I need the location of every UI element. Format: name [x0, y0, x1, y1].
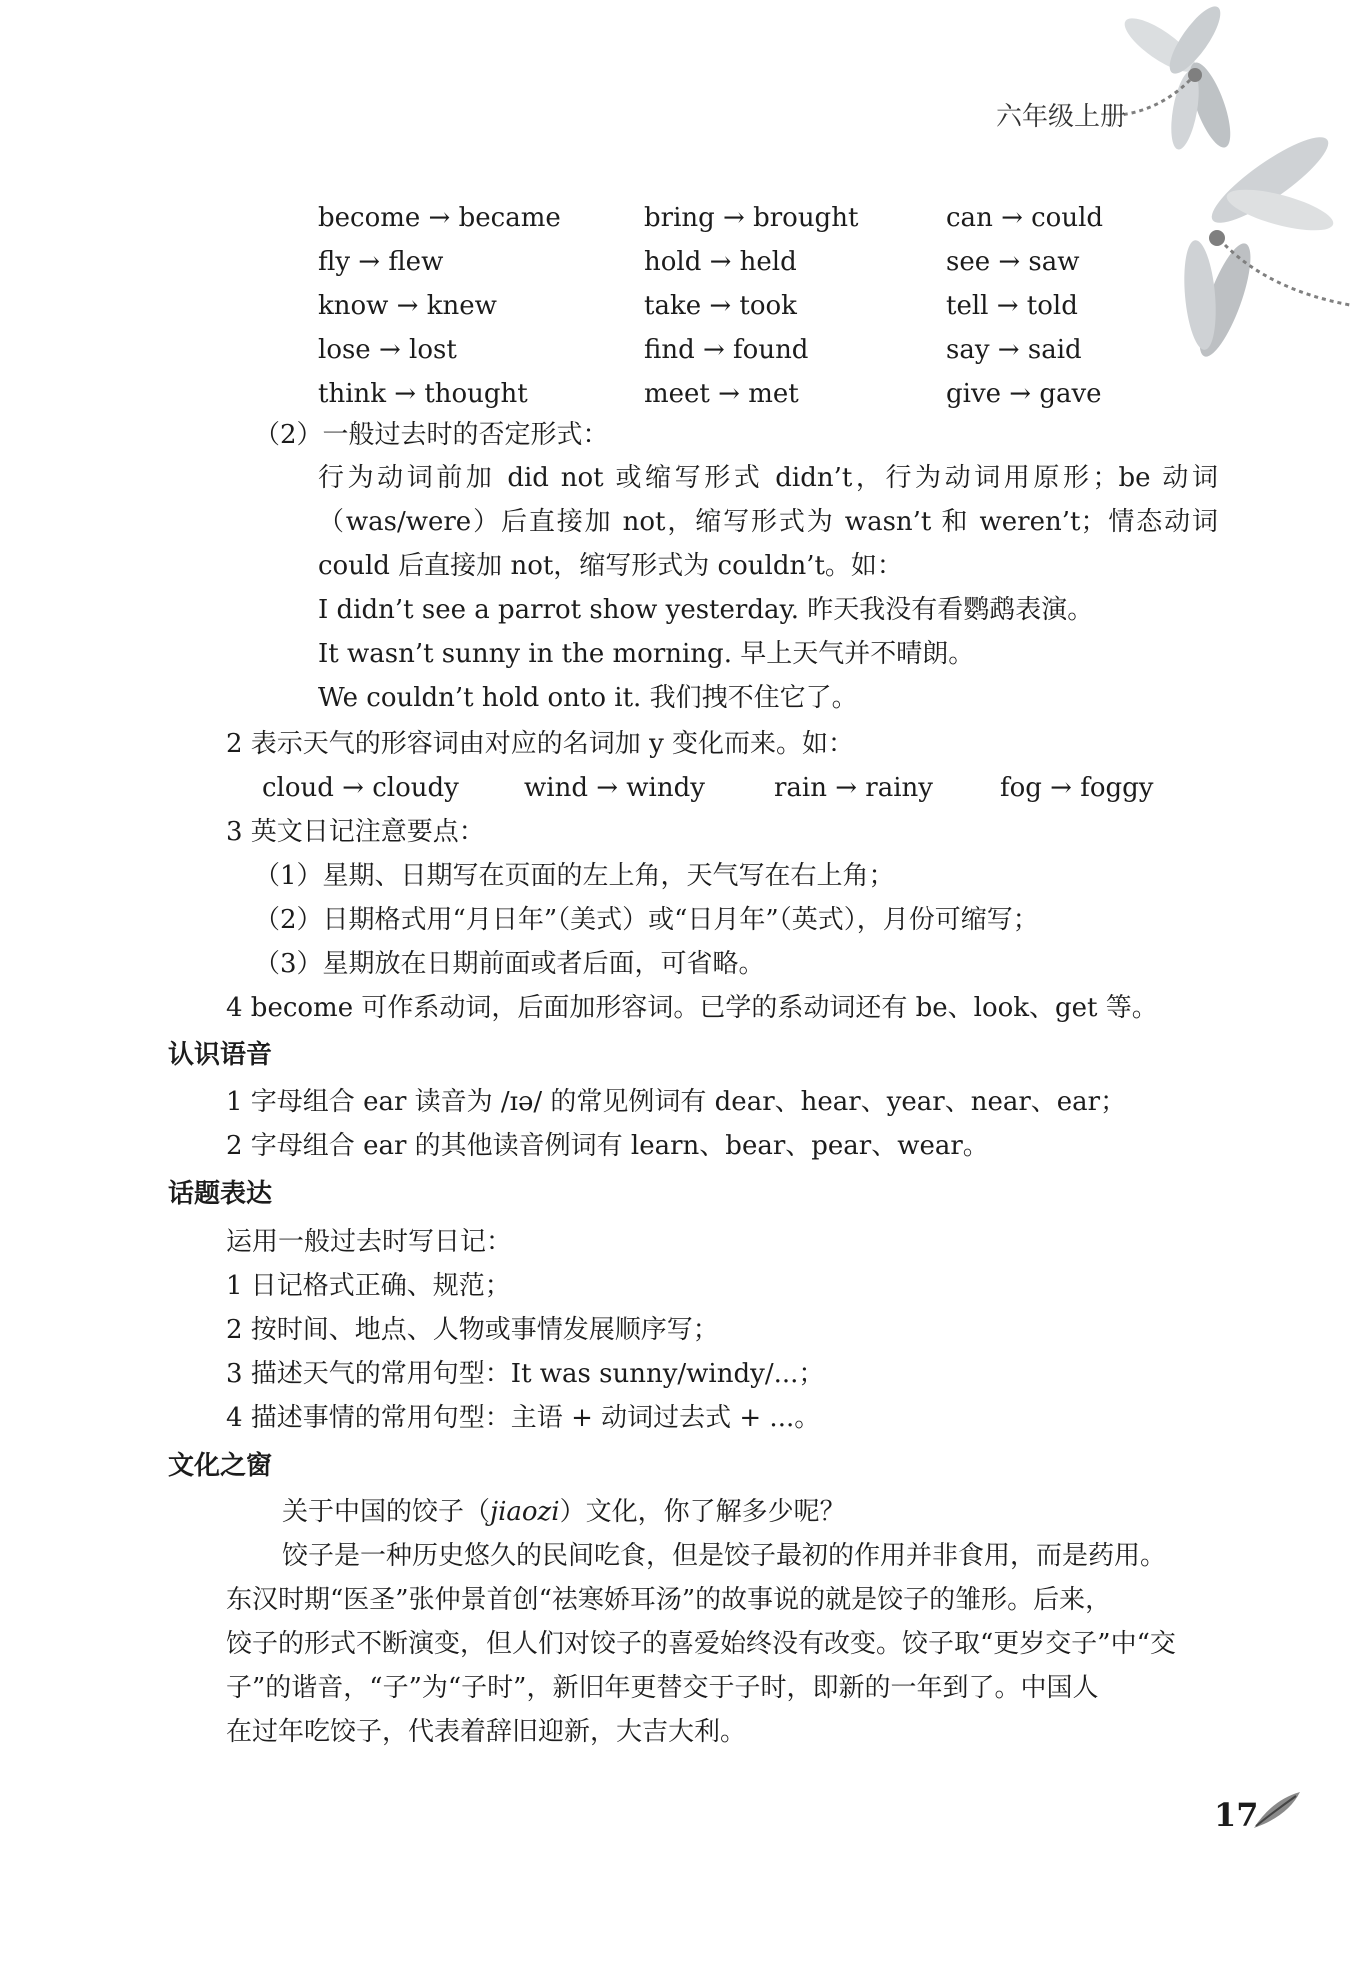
- negative-form-title: （2）一般过去时的否定形式：: [254, 420, 609, 450]
- weather-words: [262, 768, 1154, 808]
- culture-paragraph-line: 东汉时期“医圣”张仲景首创“祛寒娇耳汤”的故事说的就是饺子的雏形。后来，: [226, 1585, 1112, 1615]
- table-cell: say → said: [946, 335, 1082, 365]
- example-sentence: We couldn’t hold onto it. 我们拽不住它了。: [318, 683, 858, 713]
- list-item: 2 字母组合 ear 的其他读音例词有 learn、bear、pear、wear。: [226, 1131, 989, 1161]
- irregular-verb-table: [318, 196, 1118, 416]
- culture-question-pinyin: jiaozi: [490, 1497, 560, 1527]
- list-item: cloud → cloudy: [262, 773, 459, 803]
- negative-form-body: 行为动词前加 did not 或缩写形式 didn’t，行为动词用原形；be 动词（was/were）后直接加 not，缩写形式为 wasn’t 和 weren’t；情态动词 could 后直接加 not，缩写形式为 couldn’t。如：: [318, 463, 1218, 581]
- topic-intro: 运用一般过去时写日记：: [226, 1227, 513, 1257]
- table-row: [318, 240, 1118, 284]
- list-item: （3）星期放在日期前面或者后面，可省略。: [254, 949, 765, 979]
- list-item: wind → windy: [524, 773, 705, 803]
- list-item: 4 描述事情的常用句型：主语 + 动词过去式 + ...。: [226, 1403, 821, 1433]
- dragonfly-decoration-icon: [1100, 0, 1350, 360]
- list-item: fog → foggy: [1000, 773, 1154, 803]
- list-item: 2 按时间、地点、人物或事情发展顺序写；: [226, 1315, 719, 1345]
- table-cell: know → knew: [318, 291, 497, 321]
- table-cell: lose → lost: [318, 335, 457, 365]
- header-label: 六年级上册: [996, 102, 1127, 132]
- example-sentence: It wasn’t sunny in the morning. 早上天气并不晴朗。: [318, 639, 975, 669]
- point-2: 2 表示天气的形容词由对应的名词加 y 变化而来。如：: [226, 729, 855, 759]
- section-title-topic: 话题表达: [168, 1179, 273, 1209]
- table-cell: give → gave: [946, 379, 1102, 409]
- table-cell: see → saw: [946, 247, 1080, 277]
- leaf-icon: [1252, 1790, 1302, 1830]
- point-4: 4 become 可作系动词，后面加形容词。已学的系动词还有 be、look、get 等。: [226, 993, 1158, 1023]
- table-cell: bring → brought: [644, 203, 859, 233]
- culture-question: [282, 1492, 846, 1532]
- table-cell: become → became: [318, 203, 561, 233]
- example-sentence: I didn’t see a parrot show yesterday. 昨天我没有看鹦鹉表演。: [318, 595, 1094, 625]
- table-row: [318, 328, 1118, 372]
- culture-paragraph-line: 饺子的形式不断演变，但人们对饺子的喜爱始终没有改变。饺子取“更岁交子”中“交: [226, 1629, 1176, 1659]
- list-item: （2）日期格式用“月日年”（美式）或“日月年”（英式），月份可缩写；: [254, 905, 1039, 935]
- culture-question-suffix: ）文化，你了解多少呢？: [559, 1497, 846, 1527]
- table-cell: tell → told: [946, 291, 1078, 321]
- page-number: 17: [1214, 1796, 1259, 1834]
- list-item: 3 描述天气的常用句型：It was sunny/windy/...；: [226, 1359, 825, 1389]
- section-title-culture: 文化之窗: [168, 1451, 273, 1481]
- culture-question-prefix: 关于中国的饺子（: [282, 1497, 491, 1527]
- culture-paragraph-line: 子”的谐音，“子”为“子时”，新旧年更替交于子时，即新的一年到了。中国人: [226, 1673, 1099, 1703]
- table-cell: fly → flew: [318, 247, 444, 277]
- table-cell: find → found: [644, 335, 809, 365]
- table-row: [318, 196, 1118, 240]
- point-3: 3 英文日记注意要点：: [226, 817, 485, 847]
- table-row: [318, 372, 1118, 416]
- list-item: 1 字母组合 ear 读音为 /ɪə/ 的常见例词有 dear、hear、year、near、ear；: [226, 1087, 1127, 1117]
- table-cell: hold → held: [644, 247, 797, 277]
- table-cell: think → thought: [318, 379, 528, 409]
- culture-paragraph-line: 饺子是一种历史悠久的民间吃食，但是饺子最初的作用并非食用，而是药用。: [282, 1541, 1167, 1571]
- table-cell: meet → met: [644, 379, 799, 409]
- list-item: （1）星期、日期写在页面的左上角，天气写在右上角；: [254, 861, 895, 891]
- section-title-phonics: 认识语音: [168, 1040, 273, 1070]
- table-cell: take → took: [644, 291, 797, 321]
- table-cell: can → could: [946, 203, 1104, 233]
- list-item: rain → rainy: [774, 773, 933, 803]
- table-row: [318, 284, 1118, 328]
- culture-paragraph-line: 在过年吃饺子，代表着辞旧迎新，大吉大利。: [226, 1717, 747, 1747]
- list-item: 1 日记格式正确、规范；: [226, 1271, 511, 1301]
